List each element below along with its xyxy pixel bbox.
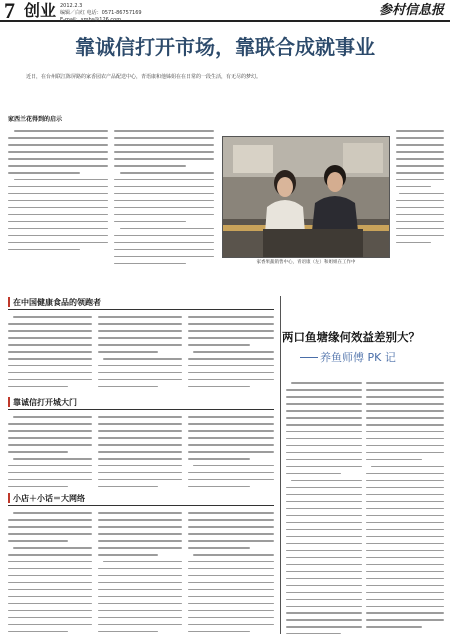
- text-column: [188, 316, 274, 396]
- byline-text: 养鱼师傅 PK 记: [320, 351, 396, 364]
- issue-date: 2012.2.3: [60, 3, 83, 9]
- text-column: [286, 382, 362, 634]
- section-header: [8, 396, 274, 410]
- section-marker: [8, 297, 10, 307]
- text-column: [396, 130, 444, 270]
- page-masthead: [0, 0, 450, 22]
- text-column: [8, 416, 92, 496]
- text-column: [98, 316, 182, 396]
- main-headline: 靠诚信打开市场，靠联合成就事业: [75, 35, 375, 59]
- article-photo: [222, 136, 390, 258]
- byline-rule: [300, 357, 318, 358]
- newspaper-name: 参村信息报: [378, 3, 444, 18]
- text-column: [114, 130, 214, 270]
- text-column: [8, 316, 92, 396]
- text-column: [98, 416, 182, 496]
- article-lead: 近日，在台州联江陈屏路的家香园农产品配送中心，青语康和他姊姐在在日常的一段生活，有无尽的梦幻。: [26, 74, 262, 80]
- feature-byline: [300, 350, 396, 365]
- subhead-4: 小店＋小话＝大网络: [13, 494, 85, 503]
- text-column: [188, 512, 274, 634]
- page-number: 7: [4, 0, 15, 23]
- section-header: [8, 492, 274, 506]
- section-header: [8, 296, 274, 310]
- section-marker: [8, 397, 10, 407]
- column-divider: [280, 296, 281, 634]
- publication-meta: [60, 3, 142, 24]
- text-column: [8, 512, 92, 634]
- text-column: [188, 416, 274, 496]
- subhead-1: 家西兰花得到的启示: [8, 116, 63, 123]
- section-marker: [8, 493, 10, 503]
- text-column: [8, 130, 108, 260]
- subhead-2: 在中国健康食品的领跑者: [13, 298, 101, 307]
- text-column: [366, 382, 444, 634]
- section-name: 创业: [24, 1, 57, 20]
- text-column: [98, 512, 182, 634]
- editor-contact: 编辑／白红 电话：0571-86757169: [60, 10, 142, 16]
- photo-caption: 家香果蔬销售中心，青语康（左）和姐姐在工作中: [256, 260, 356, 265]
- subhead-3: 靠诚信打开城大门: [13, 398, 77, 407]
- editor-email: E-mail：xmbs@126.com: [60, 17, 122, 23]
- photo-illustration: [223, 137, 390, 258]
- feature-headline: 两口鱼塘缘何效益差别大？: [282, 330, 420, 344]
